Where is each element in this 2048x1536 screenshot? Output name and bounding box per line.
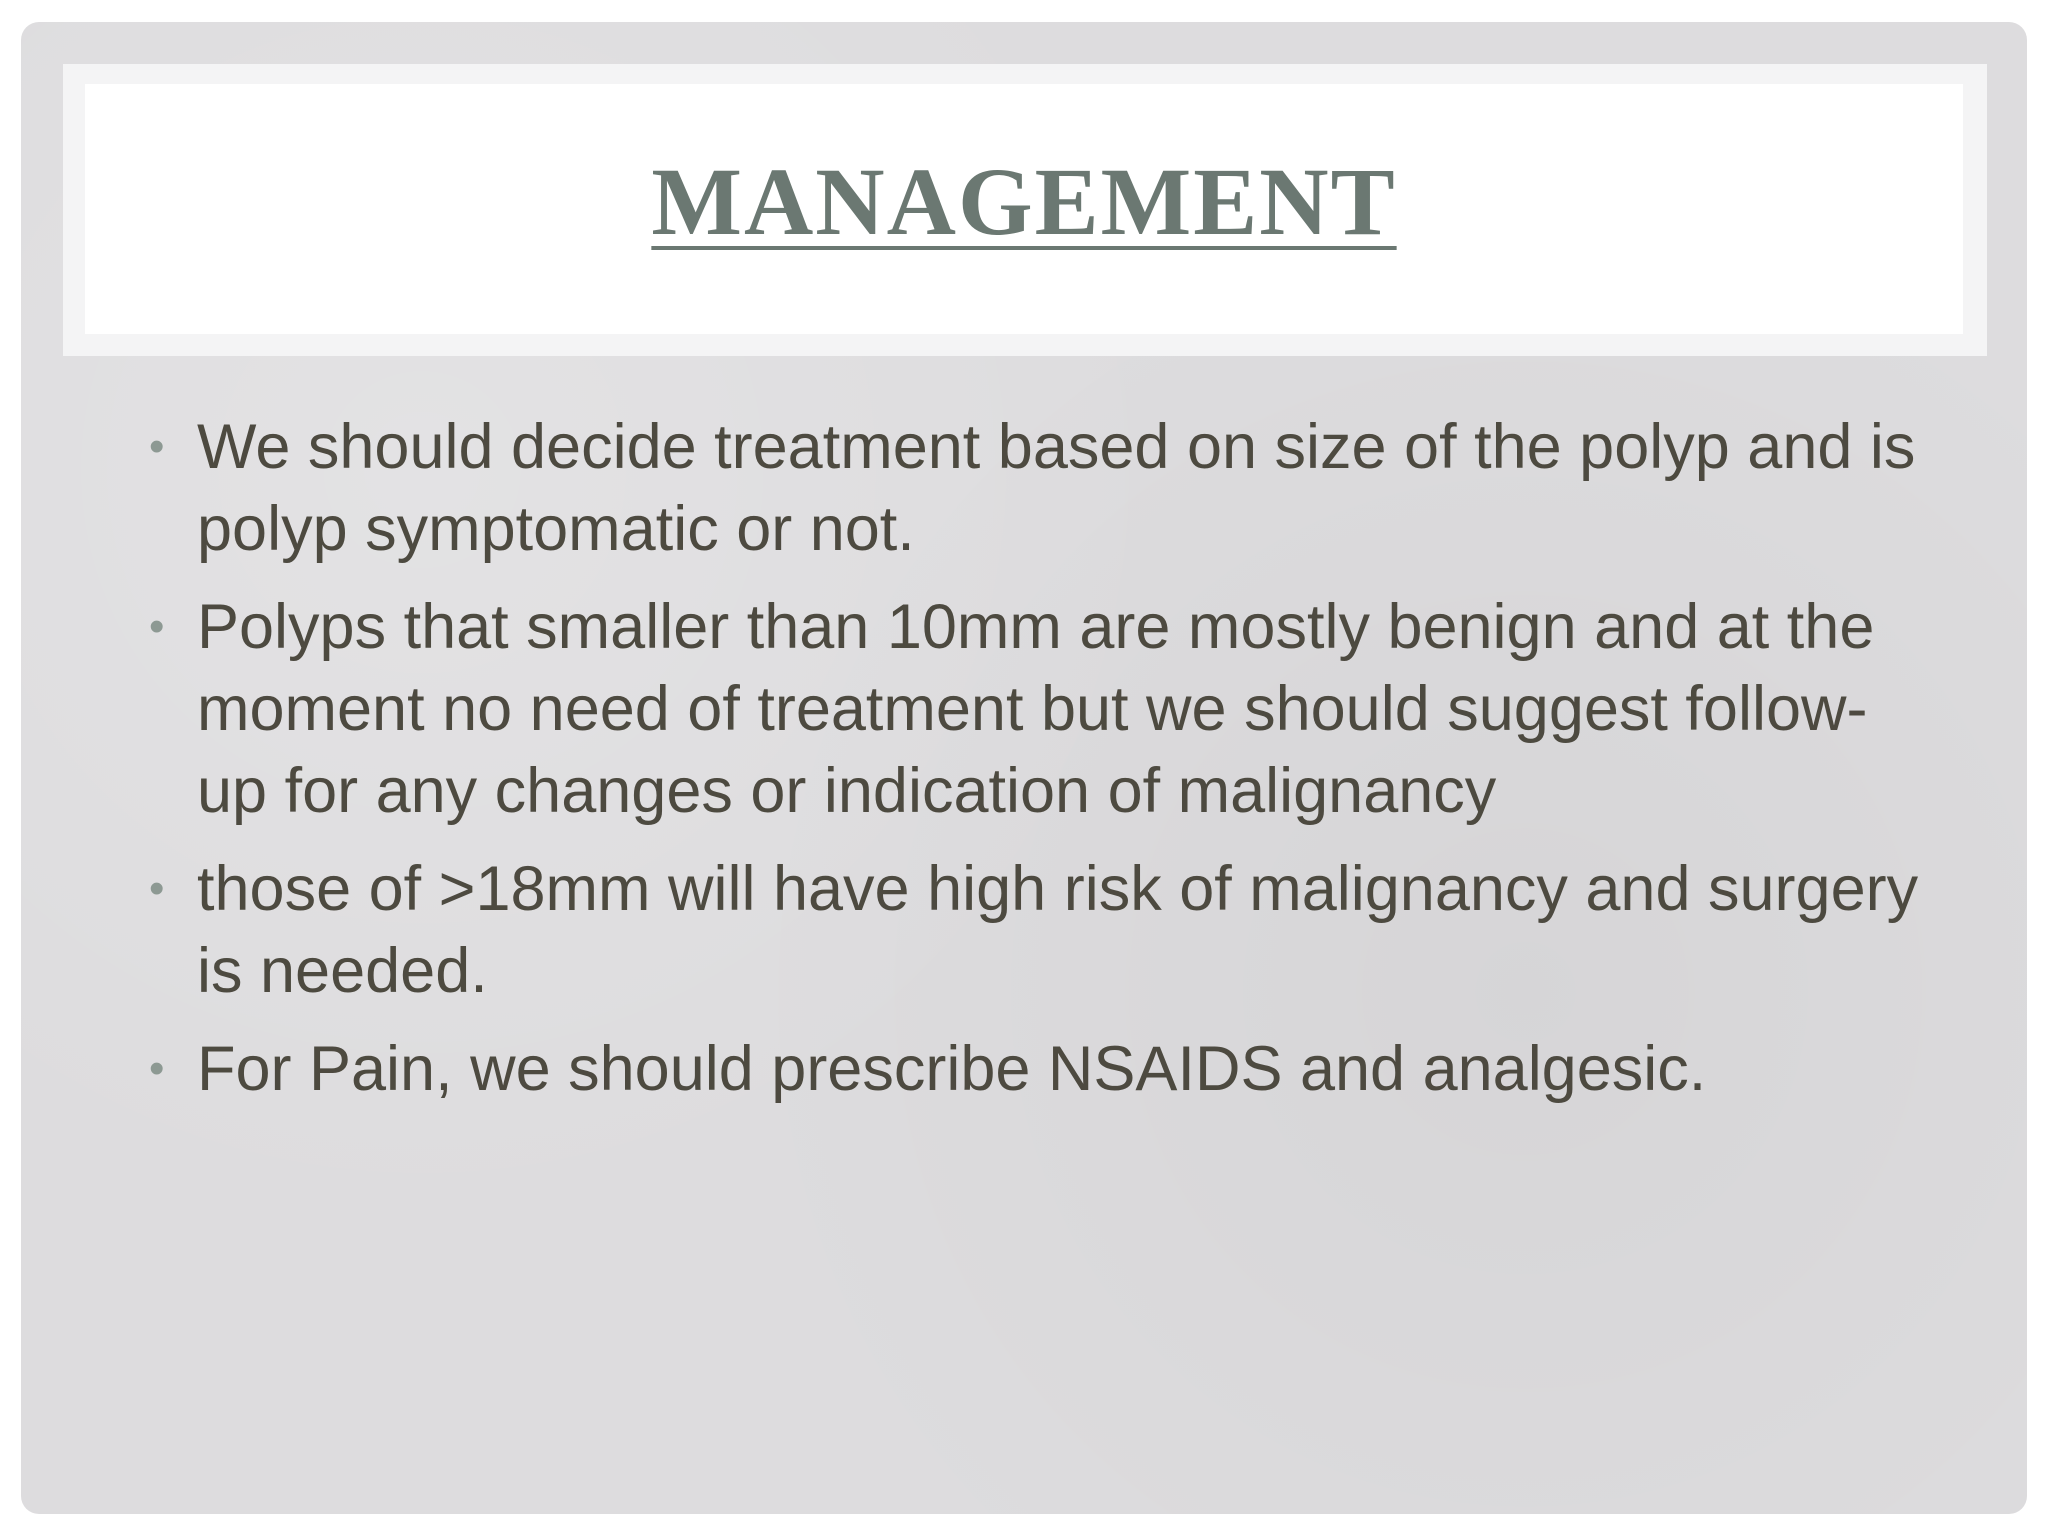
bullet-text: those of >18mm will have high risk of malignancy and surgery is needed. bbox=[197, 854, 1919, 1006]
bullet-text: Polyps that smaller than 10mm are mostly benign and at the moment no need of treatment but we should suggest follow-up for any changes or indication of malignancy bbox=[197, 592, 1875, 826]
bullet-icon: • bbox=[149, 864, 165, 913]
bullet-icon: • bbox=[149, 602, 165, 651]
bullet-list bbox=[147, 406, 1937, 1126]
slide bbox=[21, 22, 2027, 1514]
title-band bbox=[63, 64, 1987, 356]
bullet-icon: • bbox=[149, 1044, 165, 1093]
bullet-icon: • bbox=[149, 422, 165, 471]
list-item bbox=[147, 848, 1937, 1012]
bullet-text: For Pain, we should prescribe NSAIDS and analgesic. bbox=[197, 1034, 1707, 1104]
bullet-text: We should decide treatment based on size of the polyp and is polyp symptomatic or not. bbox=[197, 412, 1916, 564]
title-box bbox=[85, 84, 1963, 334]
list-item bbox=[147, 586, 1937, 832]
list-item bbox=[147, 406, 1937, 570]
slide-title: MANAGEMENT bbox=[651, 147, 1397, 255]
list-item bbox=[147, 1028, 1937, 1110]
